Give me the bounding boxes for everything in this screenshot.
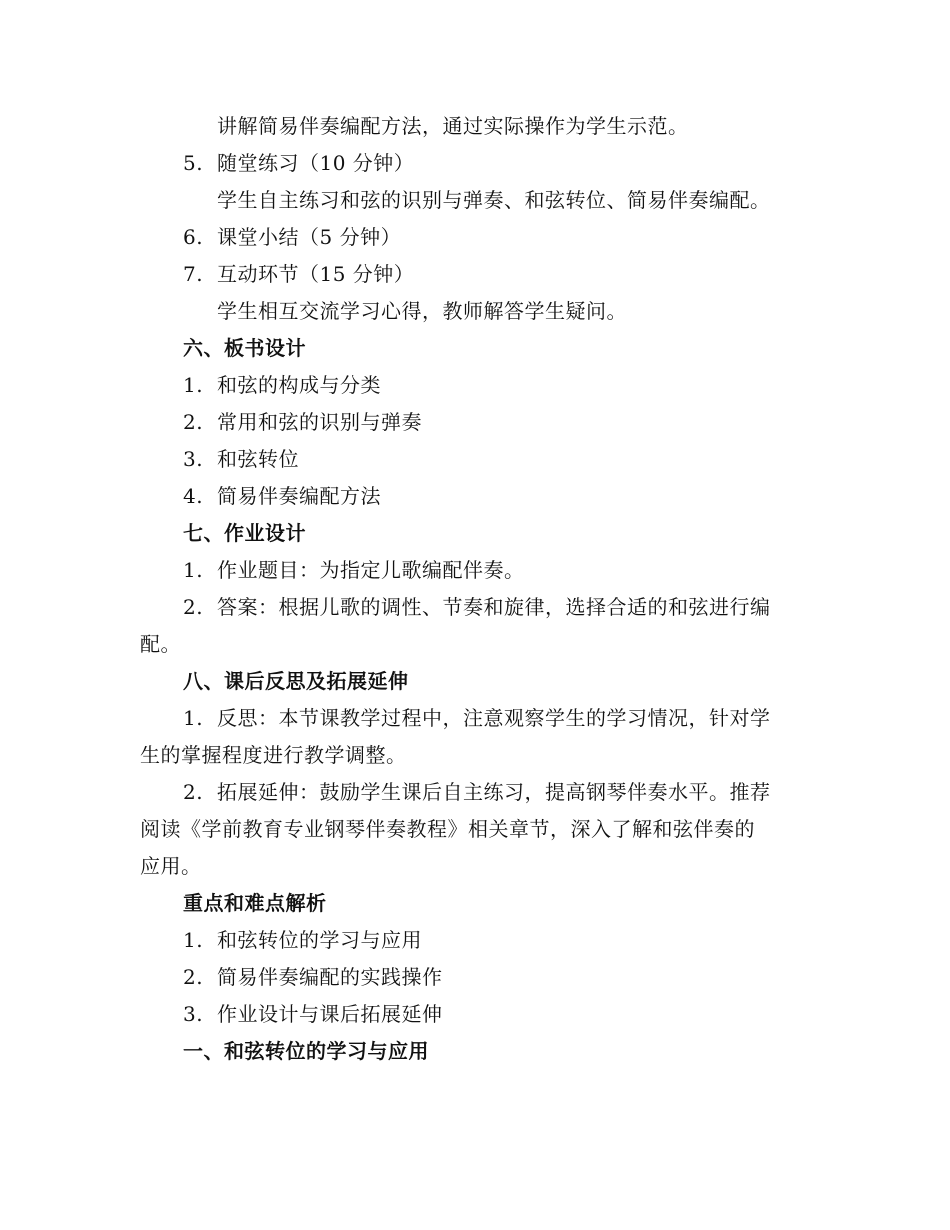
line-text: 学生相互交流学习心得，教师解答学生疑问。 (217, 299, 627, 323)
list-number: 4. (183, 484, 204, 508)
line-text: 应用。 (140, 854, 202, 878)
list-text: 简易伴奏编配的实践操作 (217, 965, 443, 989)
section-heading: 六、板书设计 (183, 336, 306, 360)
list-number: 1. (183, 706, 204, 730)
list-item (183, 963, 443, 991)
list-number: 2. (183, 965, 204, 989)
list-number: 3. (183, 1002, 204, 1026)
list-number: 2. (183, 595, 204, 619)
line-text: 配。 (140, 632, 181, 656)
list-number: 1. (183, 373, 204, 397)
paragraph-line (217, 112, 689, 140)
section-heading: 一、和弦转位的学习与应用 (183, 1039, 429, 1063)
list-number: 3. (183, 447, 204, 471)
list-text: 拓展延伸：鼓励学生课后自主练习，提高钢琴伴奏水平。推荐 (217, 780, 771, 804)
paragraph-line (140, 852, 202, 880)
list-item (183, 371, 381, 399)
list-item (183, 482, 381, 510)
list-number: 5. (183, 151, 204, 175)
section-heading: 重点和难点解析 (183, 891, 327, 915)
list-item (183, 408, 422, 436)
list-text: 课堂小结（5 分钟） (217, 225, 402, 249)
list-item (183, 704, 771, 732)
list-item (183, 149, 414, 177)
list-item (183, 445, 299, 473)
line-text: 阅读《学前教育专业钢琴伴奏教程》相关章节，深入了解和弦伴奏的 (140, 817, 755, 841)
list-item (183, 1000, 443, 1028)
list-text: 作业设计与课后拓展延伸 (217, 1002, 443, 1026)
line-text: 生的掌握程度进行教学调整。 (140, 743, 407, 767)
list-item (183, 593, 771, 621)
list-text: 和弦转位的学习与应用 (217, 928, 422, 952)
list-text: 和弦的构成与分类 (217, 373, 381, 397)
list-item (183, 223, 401, 251)
paragraph-line (217, 297, 627, 325)
list-text: 互动环节（15 分钟） (217, 262, 415, 286)
list-text: 反思：本节课教学过程中，注意观察学生的学习情况，针对学 (217, 706, 771, 730)
list-number: 6. (183, 225, 204, 249)
line-text: 讲解简易伴奏编配方法，通过实际操作为学生示范。 (217, 114, 689, 138)
list-number: 1. (183, 928, 204, 952)
line-text: 学生自主练习和弦的识别与弹奏、和弦转位、简易伴奏编配。 (217, 188, 771, 212)
list-text: 简易伴奏编配方法 (217, 484, 381, 508)
list-item (183, 778, 771, 806)
list-number: 1. (183, 558, 204, 582)
section-heading: 八、课后反思及拓展延伸 (183, 669, 409, 693)
list-text: 作业题目：为指定儿歌编配伴奏。 (217, 558, 525, 582)
list-item (183, 926, 422, 954)
list-item (183, 556, 525, 584)
list-text: 答案：根据儿歌的调性、节奏和旋律，选择合适的和弦进行编 (217, 595, 771, 619)
paragraph-line (140, 815, 755, 843)
paragraph-line (140, 630, 181, 658)
list-text: 随堂练习（10 分钟） (217, 151, 415, 175)
list-number: 7. (183, 262, 204, 286)
list-number: 2. (183, 410, 204, 434)
section-heading: 七、作业设计 (183, 521, 306, 545)
paragraph-line (217, 186, 771, 214)
paragraph-line (140, 741, 407, 769)
list-number: 2. (183, 780, 204, 804)
list-item (183, 260, 414, 288)
list-text: 常用和弦的识别与弹奏 (217, 410, 422, 434)
list-text: 和弦转位 (217, 447, 299, 471)
